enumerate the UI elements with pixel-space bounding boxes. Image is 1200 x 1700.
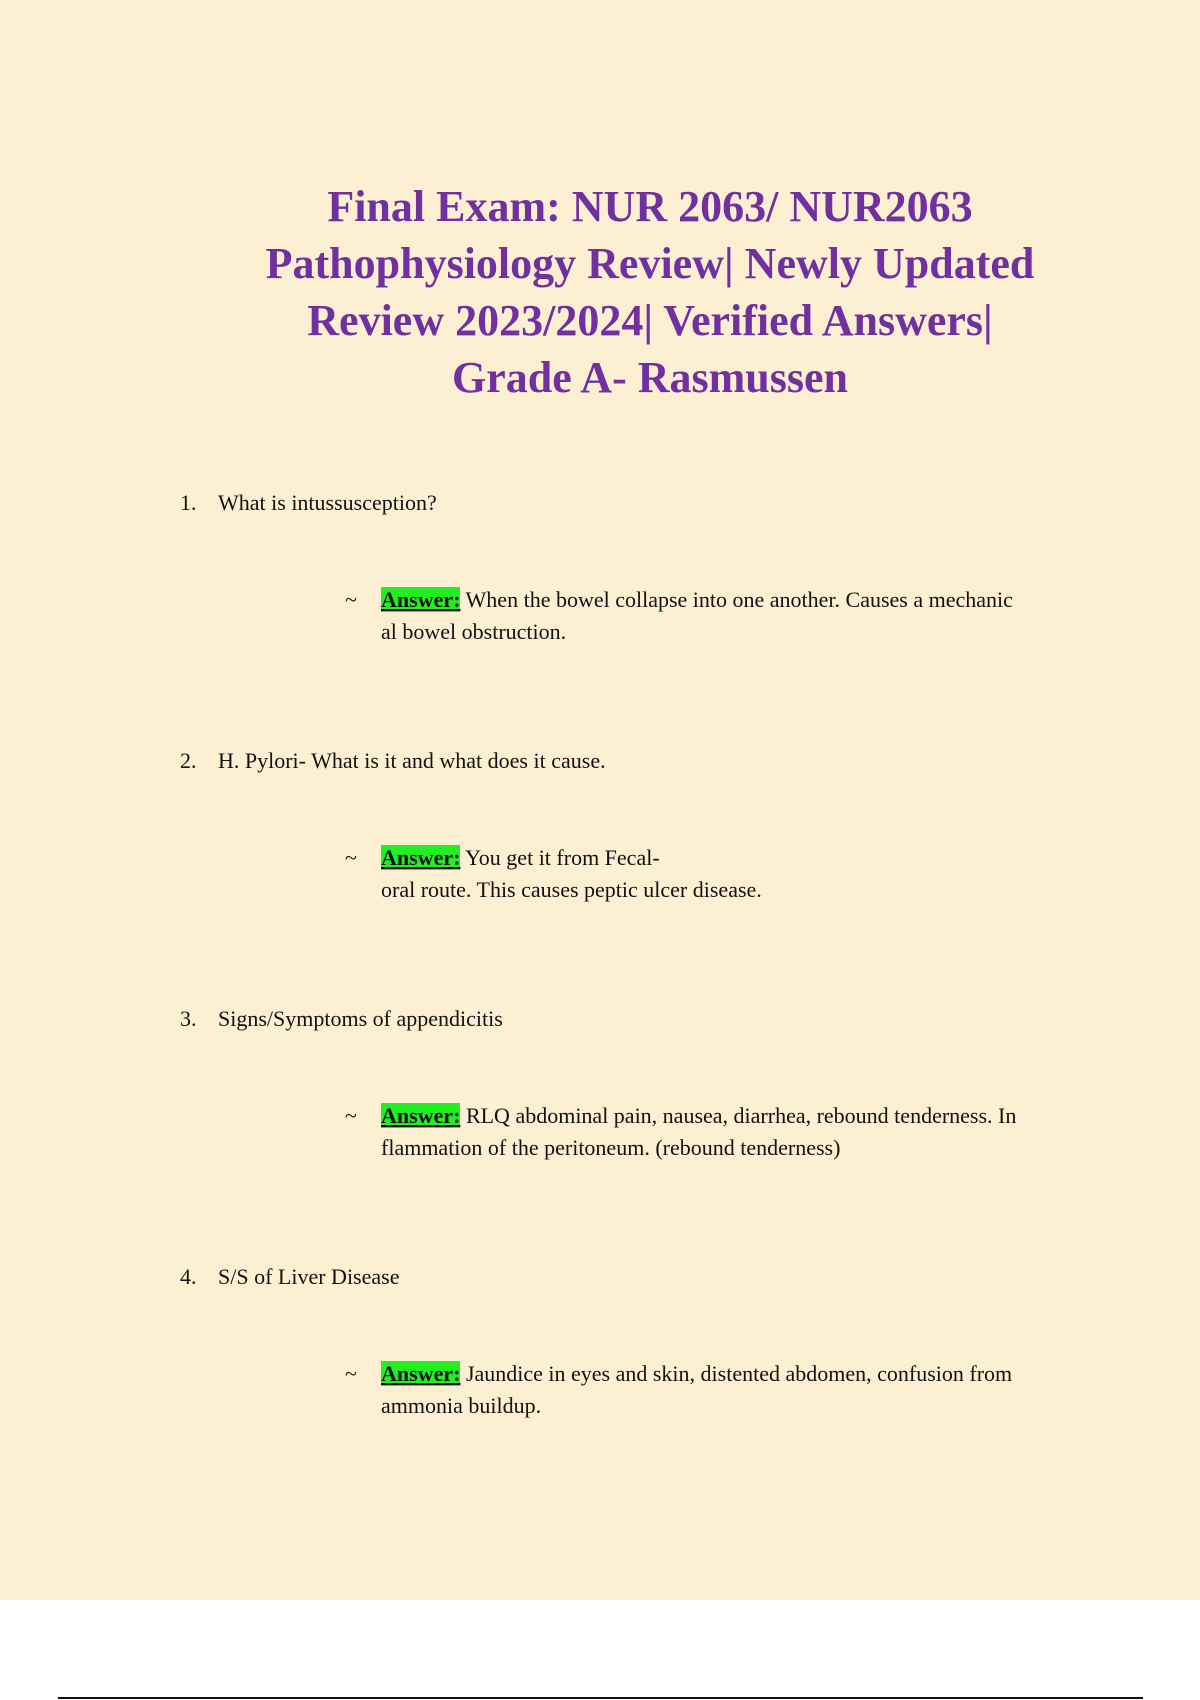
answer-2: [345, 842, 1090, 906]
answer-text: You get it from Fecal-: [465, 845, 660, 870]
answer-1: [345, 584, 1090, 648]
footer-divider: [58, 1697, 1143, 1699]
answer-text: When the bowel collapse into one another. Causes a mechanic: [465, 587, 1013, 612]
question-text: Signs/Symptoms of appendicitis: [218, 1006, 503, 1031]
answer-label: Answer:: [381, 1361, 461, 1386]
question-number: 1.: [180, 490, 197, 515]
question-number: 3.: [180, 1006, 197, 1031]
question-text: S/S of Liver Disease: [218, 1264, 400, 1289]
question-4: [180, 1262, 399, 1292]
answer-text: ammonia buildup.: [381, 1393, 542, 1418]
answer-bullet: ~: [345, 1361, 357, 1386]
answer-label: Answer:: [381, 587, 461, 612]
answer-line: [381, 842, 1090, 874]
title-line: Grade A- Rasmussen: [451, 353, 849, 402]
title-line: Pathophysiology Review| Newly Updated: [265, 239, 1035, 288]
answer-line: [381, 1358, 1090, 1390]
answer-3: [345, 1100, 1090, 1164]
question-number: 2.: [180, 748, 197, 773]
answer-bullet: ~: [345, 1103, 357, 1128]
answer-text: Jaundice in eyes and skin, distented abdomen, confusion from: [465, 1361, 1013, 1386]
answer-text: al bowel obstruction.: [381, 619, 567, 644]
question-number: 4.: [180, 1264, 197, 1289]
answer-label: Answer:: [381, 845, 461, 870]
title-line: Final Exam: NUR 2063/ NUR2063: [327, 182, 973, 231]
question-2: [180, 746, 606, 776]
question-text: H. Pylori- What is it and what does it cause.: [218, 748, 606, 773]
answer-bullet: ~: [345, 587, 357, 612]
answer-4: [345, 1358, 1090, 1422]
question-1: [180, 488, 437, 518]
answer-text: RLQ abdominal pain, nausea, diarrhea, rebound tenderness. In: [465, 1103, 1017, 1128]
question-text: What is intussusception?: [218, 490, 437, 515]
answer-bullet: ~: [345, 845, 357, 870]
answer-label: Answer:: [381, 1103, 461, 1128]
answer-line: [381, 584, 1090, 616]
question-3: [180, 1004, 503, 1034]
title-line: Review 2023/2024| Verified Answers|: [307, 296, 993, 345]
answer-line: [381, 1100, 1090, 1132]
answer-text: oral route. This causes peptic ulcer disease.: [381, 877, 762, 902]
answer-text: flammation of the peritoneum. (rebound tenderness): [381, 1135, 841, 1160]
document-title: [200, 178, 1100, 406]
